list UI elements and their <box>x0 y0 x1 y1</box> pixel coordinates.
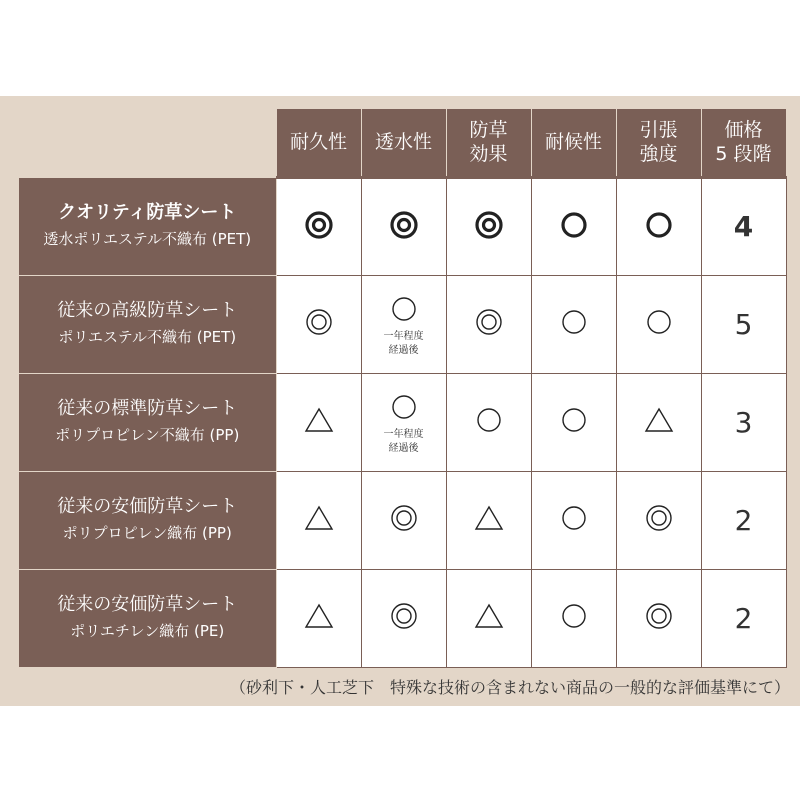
rating-cell-durability <box>276 471 361 569</box>
circle-icon <box>389 294 419 328</box>
rating-cell-durability <box>276 373 361 471</box>
rating-cell-tensile-strength <box>616 471 701 569</box>
double-circle-icon <box>389 601 419 635</box>
double-circle-icon <box>304 210 334 244</box>
triangle-icon <box>474 601 504 635</box>
rating-cell-weather-resistance <box>531 275 616 373</box>
rating-cell-weed-effect <box>446 373 531 471</box>
double-circle-icon <box>389 503 419 537</box>
circle-icon <box>644 307 674 341</box>
rating-cell-permeability <box>361 471 446 569</box>
product-label <box>19 569 277 667</box>
price-rating: 4 <box>733 210 754 243</box>
rating-cell-weather-resistance <box>531 471 616 569</box>
double-circle-icon <box>474 210 504 244</box>
rating-cell-durability <box>276 177 361 275</box>
product-label <box>19 373 277 471</box>
header-tensile-strength: 引張 強度 <box>616 109 701 178</box>
table-row <box>19 373 787 471</box>
rating-cell-tensile-strength <box>616 275 701 373</box>
table-row <box>19 471 787 569</box>
table-row <box>19 569 787 667</box>
price-rating: 2 <box>734 601 753 635</box>
double-circle-icon <box>644 503 674 537</box>
double-circle-icon <box>389 210 419 244</box>
triangle-icon <box>304 601 334 635</box>
header-row <box>19 109 787 178</box>
rating-cell-permeability <box>361 569 446 667</box>
comparison-table <box>18 108 787 668</box>
price-rating: 2 <box>734 503 753 537</box>
header-price: 価格 5 段階 <box>701 109 786 178</box>
header-permeability: 透水性 <box>361 109 446 178</box>
rating-note: 一年程度 経過後 <box>383 429 424 454</box>
triangle-icon <box>304 405 334 439</box>
product-label <box>19 471 277 569</box>
product-name: 従来の安価防草シート <box>57 496 238 517</box>
rating-cell-weather-resistance <box>531 569 616 667</box>
header-weed-effect: 防草 効果 <box>446 109 531 178</box>
rating-cell-weather-resistance <box>531 373 616 471</box>
circle-icon <box>559 503 589 537</box>
product-material: ポリエステル不織布 (PET) <box>58 328 237 346</box>
circle-icon <box>474 405 504 439</box>
circle-icon <box>644 210 674 244</box>
rating-cell-durability <box>276 569 361 667</box>
product-name: 従来の安価防草シート <box>57 594 238 615</box>
rating-cell-tensile-strength <box>616 569 701 667</box>
circle-icon <box>559 405 589 439</box>
table-row <box>19 275 787 373</box>
rating-cell-tensile-strength <box>616 373 701 471</box>
circle-icon <box>389 392 419 426</box>
rating-cell-weed-effect <box>446 471 531 569</box>
rating-cell-permeability <box>361 373 446 471</box>
rating-cell-permeability <box>361 177 446 275</box>
rating-cell-weed-effect <box>446 177 531 275</box>
rating-cell-weather-resistance <box>531 177 616 275</box>
product-material: ポリエチレン織布 (PE) <box>70 622 225 640</box>
product-name: 従来の高級防草シート <box>57 300 238 321</box>
price-rating: 3 <box>734 405 753 439</box>
price-cell <box>701 177 786 275</box>
triangle-icon <box>644 405 674 439</box>
price-cell <box>701 373 786 471</box>
header-durability: 耐久性 <box>276 109 361 178</box>
rating-cell-weed-effect <box>446 569 531 667</box>
price-cell <box>701 471 786 569</box>
double-circle-icon <box>644 601 674 635</box>
product-material: ポリプロピレン織布 (PP) <box>62 524 232 542</box>
circle-icon <box>559 210 589 244</box>
header-weather-resistance: 耐候性 <box>531 109 616 178</box>
header-corner <box>19 109 277 178</box>
product-name: 従来の標準防草シート <box>57 398 238 419</box>
triangle-icon <box>474 503 504 537</box>
product-material: 透水ポリエステル不織布 (PET) <box>43 230 252 248</box>
product-label <box>19 177 277 275</box>
table-row <box>19 177 787 275</box>
double-circle-icon <box>474 307 504 341</box>
triangle-icon <box>304 503 334 537</box>
circle-icon <box>559 307 589 341</box>
footnote: （砂利下・人工芝下 特殊な技術の含まれない商品の一般的な評価基準にて） <box>229 678 790 697</box>
rating-cell-tensile-strength <box>616 177 701 275</box>
product-material: ポリプロピレン不織布 (PP) <box>55 426 240 444</box>
rating-cell-permeability <box>361 275 446 373</box>
price-cell <box>701 275 786 373</box>
product-name: クオリティ防草シート <box>58 202 237 223</box>
rating-note: 一年程度 経過後 <box>383 331 424 356</box>
rating-cell-durability <box>276 275 361 373</box>
price-cell <box>701 569 786 667</box>
product-label <box>19 275 277 373</box>
circle-icon <box>559 601 589 635</box>
rating-cell-weed-effect <box>446 275 531 373</box>
double-circle-icon <box>304 307 334 341</box>
price-rating: 5 <box>734 307 753 341</box>
